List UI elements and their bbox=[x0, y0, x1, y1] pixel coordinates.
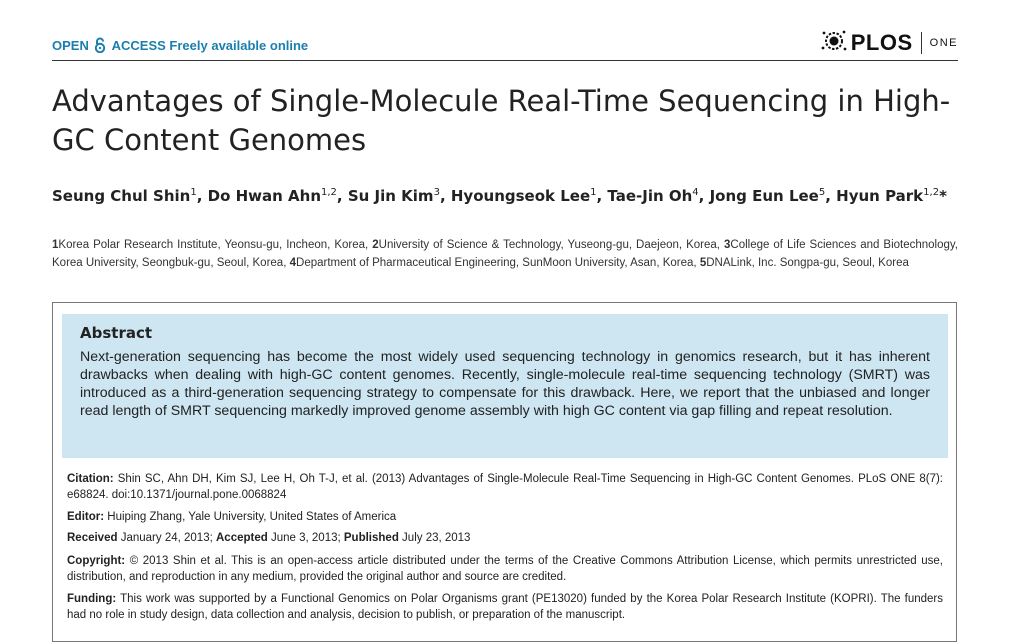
citation-text: Shin SC, Ahn DH, Kim SJ, Lee H, Oh T-J, et al. (2013) Advantages of Single-Molecule Real-Time Sequencing in High-GC Content Genomes. PLoS ONE 8(7): e68824. doi:10.1371/journal.pone.0068824 bbox=[67, 473, 943, 501]
header-rule bbox=[52, 60, 958, 61]
copyright-text: © 2013 Shin et al. This is an open-access article distributed under the terms of the Creative Commons Attribution License, which permits unrestricted use, distribution, and reproduction in any medium, provided the original author and source are credited. bbox=[67, 555, 943, 583]
author-affiliation-marker: 1 bbox=[590, 187, 597, 198]
editor-label: Editor: bbox=[67, 511, 105, 523]
received-label: Received bbox=[67, 532, 118, 544]
author-affiliation-marker: 4 bbox=[692, 187, 699, 198]
affiliation-text: Korea Polar Research Institute, Yeonsu-gu, Incheon, Korea, bbox=[58, 239, 369, 251]
freely-available-text: Freely available online bbox=[169, 38, 309, 53]
received-date: January 24, 2013; bbox=[120, 532, 213, 544]
author[interactable] bbox=[208, 187, 337, 205]
author[interactable] bbox=[836, 187, 947, 205]
affiliation-text: Department of Pharmaceutical Engineering, SunMoon University, Asan, Korea, bbox=[296, 257, 697, 269]
open-access-banner[interactable] bbox=[52, 37, 308, 56]
copyright-label: Copyright: bbox=[67, 555, 126, 567]
author-affiliation-marker: 1 bbox=[190, 187, 197, 198]
author-name: Seung Chul Shin bbox=[52, 187, 191, 205]
accepted-label: Accepted bbox=[216, 532, 268, 544]
journal-header bbox=[52, 30, 958, 60]
affiliation-number: 5 bbox=[699, 257, 707, 269]
published-date: July 23, 2013 bbox=[402, 532, 471, 544]
author-affiliation-marker: 3 bbox=[433, 187, 440, 198]
plos-word: PLOS bbox=[850, 30, 913, 55]
author-name: Hyun Park bbox=[836, 187, 924, 205]
citation-label: Citation: bbox=[67, 473, 114, 485]
accepted-date: June 3, 2013; bbox=[270, 532, 341, 544]
funding-label: Funding: bbox=[67, 593, 117, 605]
author-name: Tae-Jin Oh bbox=[607, 187, 693, 205]
funding-block bbox=[67, 591, 943, 623]
affiliation-text: College of Life Sciences and Biotechnology, Korea University, Seongbuk-gu, Seoul, Korea, bbox=[52, 239, 958, 269]
author[interactable] bbox=[710, 187, 826, 205]
dates-block bbox=[67, 530, 943, 546]
plos-one-logo[interactable] bbox=[821, 30, 958, 56]
corresponding-author-mark: * bbox=[939, 187, 947, 205]
logo-separator bbox=[921, 32, 922, 54]
affiliation-number: 4 bbox=[289, 257, 297, 269]
author-name: Jong Eun Lee bbox=[709, 187, 819, 205]
open-access-suffix: ACCESS bbox=[111, 38, 166, 53]
affiliation bbox=[700, 257, 909, 269]
author-name: Hyoungseok Lee bbox=[450, 187, 591, 205]
citation-block bbox=[67, 471, 943, 503]
affiliation-number: 2 bbox=[372, 239, 379, 251]
funding-text: This work was supported by a Functional Genomics on Polar Organisms grant (PE13020) funded by the Korea Polar Research Institute (KOPRI). The funders had no role in study design, data collection and analysis, decision to publish, or preparation of the manuscript. bbox=[67, 593, 944, 621]
author[interactable] bbox=[451, 187, 597, 205]
author-affiliation-marker: 1,2 bbox=[923, 187, 940, 198]
abstract-panel bbox=[62, 314, 948, 458]
author-name: Su Jin Kim bbox=[347, 187, 434, 205]
abstract-text: Next-generation sequencing has become the most widely used sequencing technology in genomics research, but it has inherent drawbacks when dealing with high-GC content genomes. Recently, single-molecule real-time sequencing technology (SMRT) was introduced as a third-generation sequencing strategy to compensate for this drawback. Here, we report that the unbiased and longer read length of SMRT sequencing markedly improved genome assembly with high GC content via gap filling and repeat resolution. bbox=[80, 349, 930, 419]
plos-logo-icon bbox=[821, 28, 847, 58]
affiliation bbox=[372, 239, 720, 251]
author-list: Seung Chul Shin$^1$, Do Hwan Ahn$^{1,2}$, Su Jin Kim$^3$, Hyoungseok Lee$^1$, Tae-Jin Oh$^4$, Jong Eun Lee$^5$, Hyun Park$^{1,2}$* bbox=[52, 187, 947, 205]
author[interactable] bbox=[607, 187, 698, 205]
author-affiliation-marker: 5 bbox=[818, 187, 826, 198]
author-affiliation-marker: 1,2 bbox=[321, 187, 337, 198]
one-word: ONE bbox=[929, 37, 958, 49]
affiliation-number: 3 bbox=[723, 239, 731, 251]
author[interactable] bbox=[348, 187, 440, 205]
affiliation bbox=[290, 257, 697, 269]
open-access-prefix: OPEN bbox=[52, 38, 89, 53]
editor-block bbox=[67, 509, 943, 525]
author[interactable] bbox=[52, 187, 197, 205]
affiliation-text: University of Science & Technology, Yuseong-gu, Daejeon, Korea, bbox=[378, 239, 720, 251]
editor-text: Huiping Zhang, Yale University, United States of America bbox=[107, 511, 397, 523]
affiliation-list bbox=[52, 236, 958, 272]
abstract-heading: Abstract bbox=[80, 324, 153, 342]
published-label: Published bbox=[343, 532, 399, 544]
copyright-block bbox=[67, 553, 943, 585]
author-name: Do Hwan Ahn bbox=[207, 187, 322, 205]
affiliation bbox=[52, 239, 368, 251]
open-lock-icon bbox=[94, 37, 106, 56]
article-title: Advantages of Single-Molecule Real-Time Sequencing in High-GC Content Genomes bbox=[52, 84, 951, 157]
affiliation-text: DNALink, Inc. Songpa-gu, Seoul, Korea bbox=[706, 257, 909, 269]
affiliation-number: 1 bbox=[52, 239, 59, 251]
